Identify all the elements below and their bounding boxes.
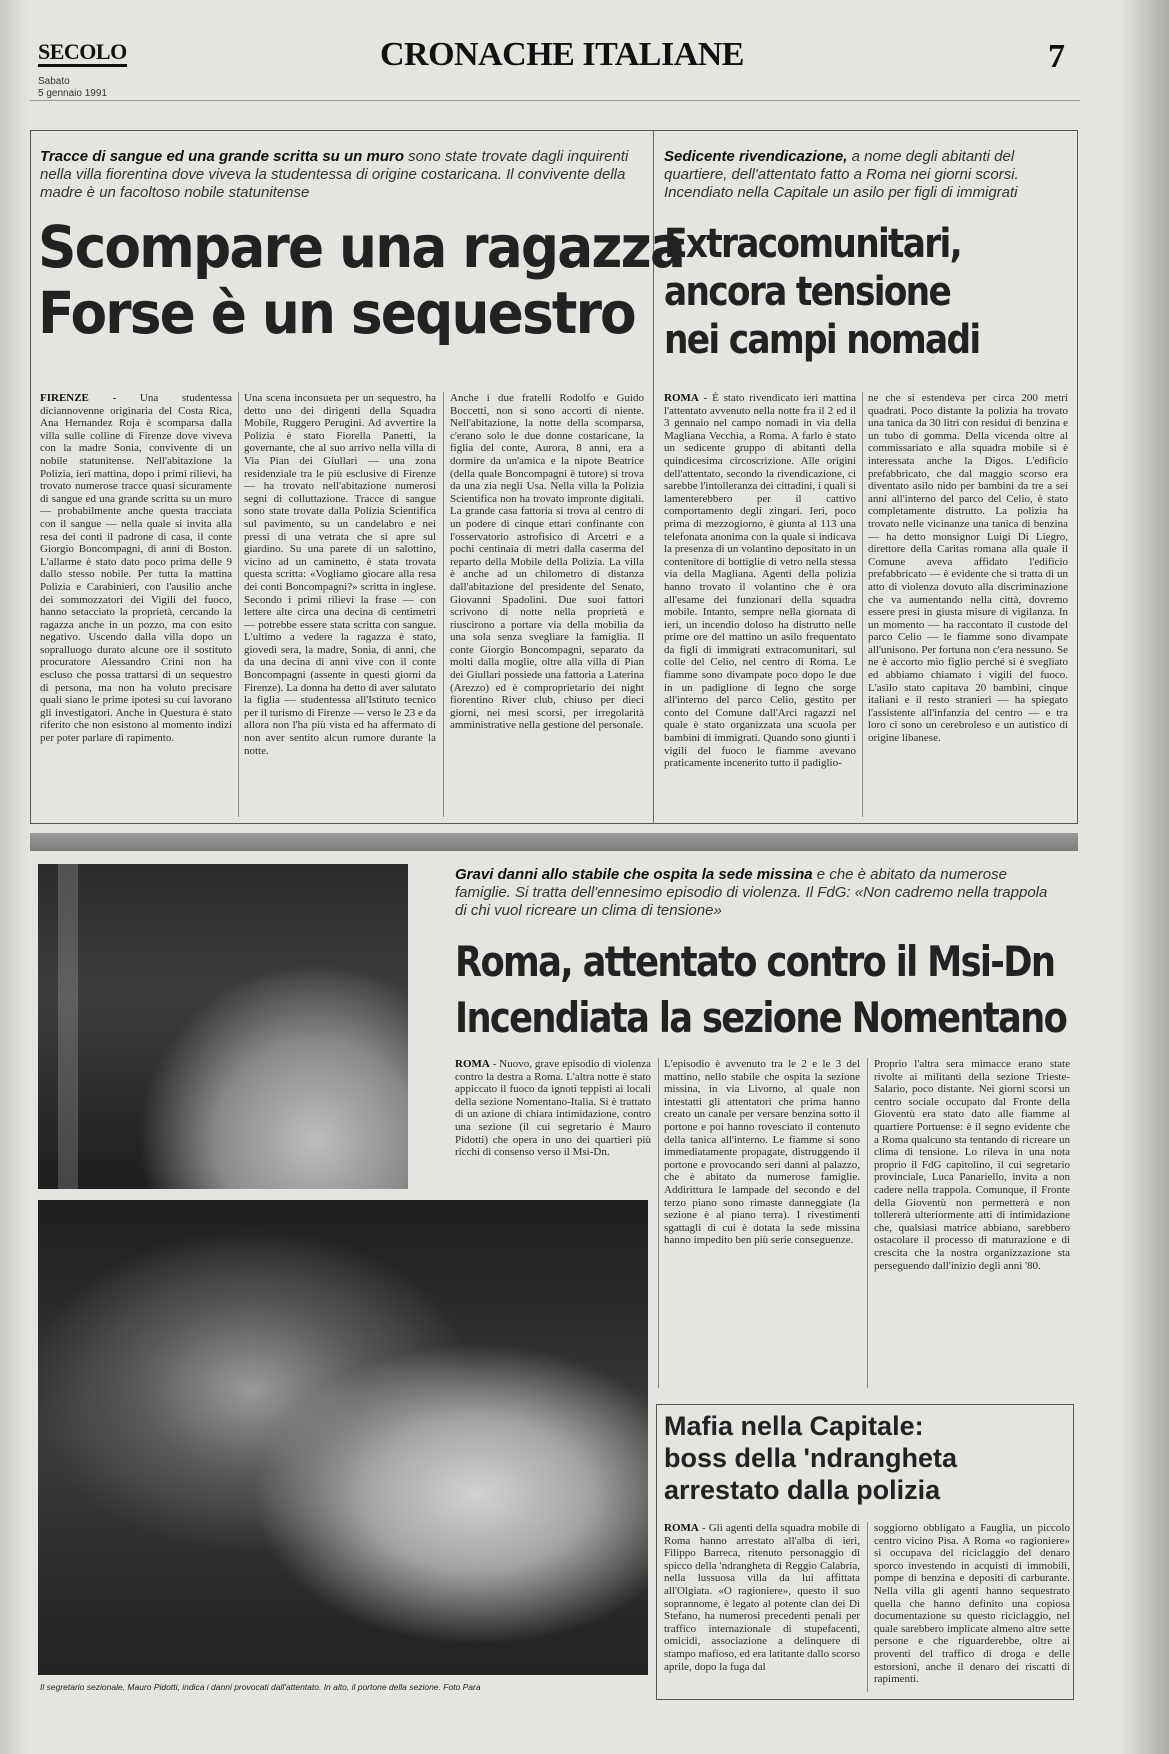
article1-column-1 [40, 392, 232, 824]
article2-column-2: ne che si estendeva per circa 200 metri quadrati. Poco distante la polizia ha trovato una tanica da 30 litri con residui di benzina e un tubo di gomma. Della vicenda oltre al commissariato e alla squadra mobile si è interessata anche la Digos. L'edificio prefabbricato, che dal maggio scorso era diventato asilo nido per bambini da tre a sei anni all'interno del parco del Celio, è stato completamente distrutto. La polizia ha trovato nelle vicinanze una tanica di benzina — ha detto monsignor Luigi Di Liegro, direttore della Caritas romana alla quale il Comune aveva affidato l'edificio prefabbricato — è evidente che si tratta di un atto di violenza dovuto alla discriminazione che va aumentando nella città, dovremo essere presi in giusta misure di vigilanza. In un momento — ha raccontato il custode del parco Celio — le fiamme sono divampate all'unisono. Per fortuna non c'era nessuno. Se ne è accorto mio figlio perché si è svegliato ed abbiamo chiamato i vigili del fuoco. L'asilo stato capitava 20 bambini, cinque italiani e il resto stranieri — ha spiegato l'assistente all'infanzia del centro — e tra loro ci sono un cerebroleso e un autistico di origine libanese. [868, 392, 1068, 745]
article2-dateline: ROMA [664, 392, 699, 404]
article4-column-2: soggiorno obbligato a Fauglia, un piccolo centro vicino Pisa. A Roma «o ragioniere» si occupava del riciclaggio del denaro sporco investendo in acquisti di immobili, pompe di benzina e depositi di carburante. Nella villa gli agenti hanno sequestrato quella che hanno definito una copiosa documentazione su questo riciclaggio, nel quale sarebbero implicate almeno altre sette persone e che riguarderebbe, oltre ai proventi del traffico di droga e delle estorsioni, anche il denaro dei riscatti di rapimenti. [874, 1522, 1070, 1686]
article4-col1-text: - Gli agenti della squadra mobile di Roma hanno arrestato all'alba di ieri, Filippo Barreca, ritenuto personaggio di spicco della 'ndrangheta di Reggio Calabria, nella lussuosa villa da lui affittata all'Olgiata. «O ragioniere», questo il suo soprannome, è legato al potente clan dei Di Stefano, ha numerosi precedenti penali per traffico internazionale di stupefacenti, omicidi, associazione a delinquere di stampo mafioso, ed era latitante dallo scorso aprile, dopo la fuga dal [664, 1522, 860, 1673]
article1-kicker-bold: Tracce di sangue ed una grande scritta su un muro [40, 148, 404, 165]
article3-column-2: L'episodio è avvenuto tra le 2 e le 3 del mattino, nello stabile che ospita la sezione missina, in via Livorno, al quale non intestatti gli attentatori che prima hanno creato un canale per versare benzina sotto il portone e poi hanno rovesciato il contenuto della tanica all'interno. Le fiamme si sono immediatamente propagate, distruggendo il portone e provocando seri danni al palazzo, che è abitato da numerose famiglie. Addirittura le lampade del secondo e del terzo piano sono rimaste danneggiate (la sezione è al piano terra). I rivestimenti sgattagli di cui è dotata la sede missina hanno impedito ben più serie conseguenze. [664, 1058, 860, 1247]
article2-headline-line2: ancora tensione [664, 269, 951, 315]
article1-dateline: FIRENZE [40, 392, 89, 404]
article3-column-3: Proprio l'altra sera mimacce erano state rivolte ai militanti della sezione Trieste-Salario, poco distante. Nei giorni scorsi un centro sociale occupato dal Fronte della Gioventù era stato dato alle fiamme al quartiere Portuense: è il segno evidente che a Roma qualcuno sta tentando di ricreare un clima di tensione. Lo rileva in una nota proprio il FdG capitolino, il cui segretario provinciale, Luca Panariello, invita a non cadere nella trappola. Comunque, il Fronte della Gioventù non permetterà e non tollererà ulteriormente atti di intimidazione che, qualsiasi matrice abbiano, sarebbero ostacolare il processo di maturazione e di crescita che la nostra organizzazione sta perseguendo dall'inizio degli anni '80. [874, 1058, 1070, 1272]
article2-column-1 [664, 392, 856, 824]
article4-column-1 [664, 1522, 860, 1694]
article1-kicker-text: sono state trovate dagli inquirenti nella villa fiorentina dove viveva la studentessa di origine costaricana. Il convivente della madre è un facoltoso nobile statunitense [40, 148, 629, 201]
pidotti-photo [38, 1200, 648, 1675]
page-number: 7 [1048, 38, 1065, 75]
article1-col1-text: - Una studentessa diciannovenne originaria del Costa Rica, Ana Hernandez Roja è scomparsa dalla villa sulle colline di Firenze dove viveva con la madre Sonia, convivente di un nobile statunitense. Nell'abitazione la Polizia, ieri mattina, dopo i primi rilievi, ha trovato numerose tracce quasi sicuramente di sangue ed una grande scritta su un muro — probabilmente anche questa tracciata con il sangue — nella quale si invita alla resa dei conti il padrone di casa, il conte Giorgio Boncompagni, di anni di Boston. L'allarme è stato dato poco prima delle 9 dallo stesso nobile. Per tutta la mattina Polizia e Carabinieri, con l'ausilio anche dei sommozzatori dei Vigili del fuoco, hanno setacciato la proprietà, cercando la ragazza anche in un pozzo, ma con esito negativo. Uscendo dalla villa dopo un sopralluogo durato alcune ore il sostituto procuratore Alessandro Crini non ha escluso che possa trattarsi di un sequestro di persona, ma non ha voluto precisare quali siano le prime ipotesi su cui lavorano gli investigatori. Anche in Questura è stato riferito che non esistono al momento indizi per poter parlare di rapimento. [40, 392, 232, 745]
article2-kicker [664, 148, 1069, 202]
article4-headline-line3: arrestato dalla polizia [664, 1475, 941, 1505]
article3-headline [455, 934, 1066, 1046]
masthead-rule [30, 100, 1080, 101]
article2-headline-line1: Extracomunitari, [664, 221, 961, 267]
article1-col-rule-2 [443, 392, 444, 817]
article2-col-rule [862, 392, 863, 817]
article2-col1-text: - È stato rivendicato ieri mattina l'attentato avvenuto nella notte fra il 2 ed il 3 gennaio nel campo nomadi in via della Magliana Vecchia, a Roma. A farlo è stato un sedicente gruppo di abitanti della quindicesima circoscrizione. Alle origini dell'attentato, secondo la rivendicazione, ci sarebbe l'intolleranza dei cittadini, i quali si lamenterebbero per il cattivo comportamento degli zingari. Ieri, poco prima di mezzogiorno, è giunta al 113 una telefonata anonima con la quale si indicava la presenza di un volantino depositato in un contenitore di bottiglie di vetro nella stessa via della Magliana. Agenti della polizia hanno trovato il volantino che è ora all'esame dei funzionari della squadra mobile. Intanto, sempre nella giornata di ieri, un incendio doloso ha distrutto nelle prime ore del mattino un asilo frequentato da figli di immigrati extracomunitari, sul colle del Celio, nel centro di Roma. Le fiamme sono divampate poco dopo le due in un padiglione di legno che sorge all'interno del parco Celio, gestito per conto del Comune dall'Arci ragazzi nel quale è stato organizzata una scuola per bambini di immigrati. Quando sono giunti i vigili del fuoco le fiamme avevano praticamente incenerito tutto il padiglio- [664, 392, 856, 770]
issue-day: Sabato [38, 76, 70, 87]
article3-col-rule-2 [867, 1058, 868, 1388]
article2-kicker-text: a nome degli abitanti del quartiere, dell'attentato fatto a Roma nei giorni scorsi. Incendiato nella Capitale un asilo per figli di immigrati [664, 148, 1019, 201]
article4-headline-line1: Mafia nella Capitale: [664, 1411, 924, 1441]
article2-headline-line3: nei campi nomadi [664, 317, 980, 363]
article3-col1-text: - Nuovo, grave episodio di violenza contro la destra a Roma. L'altra notte è stato appiccato il fuoco da ignoti teppisti ai locali della sezione Nomentano-Italia. Si è trattato di un azione di chiara intimidazione, contro una sezione (il cui segretario è Mauro Pidotti) che opera in uno dei quartieri più ricchi di consenso verso il Msi-Dn. [455, 1058, 651, 1159]
article4-headline-line2: boss della 'ndrangheta [664, 1443, 957, 1473]
article4-headline [664, 1410, 957, 1506]
sede-door-photo [38, 864, 408, 1189]
article3-column-1 [455, 1058, 651, 1193]
article4-dateline: ROMA [664, 1522, 699, 1534]
article1-headline-line1: Scompare una ragazza [38, 213, 685, 281]
article3-dateline: ROMA [455, 1058, 490, 1070]
article4-col-rule [867, 1522, 868, 1692]
section-separator-band [30, 833, 1078, 851]
newspaper-logo: SECOLO [38, 40, 127, 67]
issue-date-text: 5 gennaio 1991 [38, 88, 107, 99]
article1-kicker [40, 148, 635, 202]
article1-column-3: Anche i due fratelli Rodolfo e Guido Boccetti, non si sono accorti di niente. Nell'abitazione, la notte della scomparsa, c'erano solo le due donne costaricane, la figlia del conte, Aurora, 8 anni, era a dormire da un'amica e la nipote Beatrice (della quale Boncompagni è tutore) si trova da una zia negli Usa. Nella villa la Polizia Scientifica non ha trovato impronte digitali. La grande casa fattoria si trova al centro di un podere di cinque ettari confinante con l'osservatorio astrofisico di Arcetri e a pochi centinaia di metri dalla caserma del reparto della Mobile della Polizia. La villa è anche ad un chilometro di distanza dall'abitazione del presidente del Senato, Giovanni Spadolini. Due suoi fattori scrivono di notte nella proprietà e riuscirono a portare via della mobilia da una sola senza svegliare la famiglia. Il conte Giorgio Boncompagni, separato da molti dalla moglie, oltre alla villa di Pian dei Giullari possiede una fattoria a Laterina (Arezzo) ed è comproprietario dei night fiorentino River club, chiuso per dieci giorni, nei mesi scorsi, per irregolarità amministrative nella gestione del personale. [450, 392, 644, 732]
article1-column-2: Una scena inconsueta per un sequestro, ha detto uno dei dirigenti della Squadra Mobile, Ruggero Perugini. Ad avvertire la Polizia è stato Fiorella Panetti, la governante, che al suo arrivo nella villa di Via Pian dei Giullari — una zona residenziale tra le più esclusive di Firenze — ha trovato nell'abitazione numerosi segni di colluttazione. Tracce di sangue sono state trovate dalla Polizia Scientifica sul pavimento, su un candelabro e nei pressi di una vetrata che si apre sul giardino. Su una parete di un salottino, vicino ad un caminetto, è stata trovata questa scritta: «Vogliamo giocare alla resa dei conti Boncompagni?» scritta in inglese. Secondo i primi rilievi la frase — con lettere alte circa una decina di centimetri — potrebbe essere stata scritta con sangue. L'ultimo a vedere la ragazza è stato, giovedì sera, la madre, Sonia, di anni, che da una decina di anni vive con il conte Boncompagni (assente in questi giorni da Firenze). La donna ha detto di aver salutato la figlia — studentessa all'Istituto tecnico per il turismo di Firenze — verso le 23 e da allora non l'ha più vista ed ha affermato di non aver sentito alcun rumore durante la notte. [244, 392, 436, 757]
article3-headline-line1: Roma, attentato contro il Msi-Dn [455, 937, 1055, 986]
article1-headline-line2: Forse è un sequestro [38, 279, 635, 347]
issue-date [38, 76, 107, 100]
photo-caption: Il segretario sezionale, Mauro Pidotti, indica i danni provocati dall'attentato. In alto, il portone della sezione. Foto Para [40, 1682, 481, 1692]
article1-headline [38, 214, 684, 346]
article3-kicker-text: e che è abitato da numerose famiglie. Si tratta dell'ennesimo episodio di violenza. Il FdG: «Non cadremo nella trappola di chi vuol ricreare un clima di tensione» [455, 866, 1048, 919]
article3-kicker-bold: Gravi danni allo stabile che ospita la sede missina [455, 866, 813, 883]
article3-col-rule-1 [658, 1058, 659, 1388]
article2-headline [664, 220, 980, 364]
section-title: CRONACHE ITALIANE [380, 36, 744, 73]
article1-col-rule-1 [238, 392, 239, 817]
article2-kicker-bold: Sedicente rivendicazione, [664, 148, 848, 165]
article3-headline-line2: Incendiata la sezione Nomentano [455, 993, 1067, 1042]
article3-kicker [455, 866, 1055, 920]
